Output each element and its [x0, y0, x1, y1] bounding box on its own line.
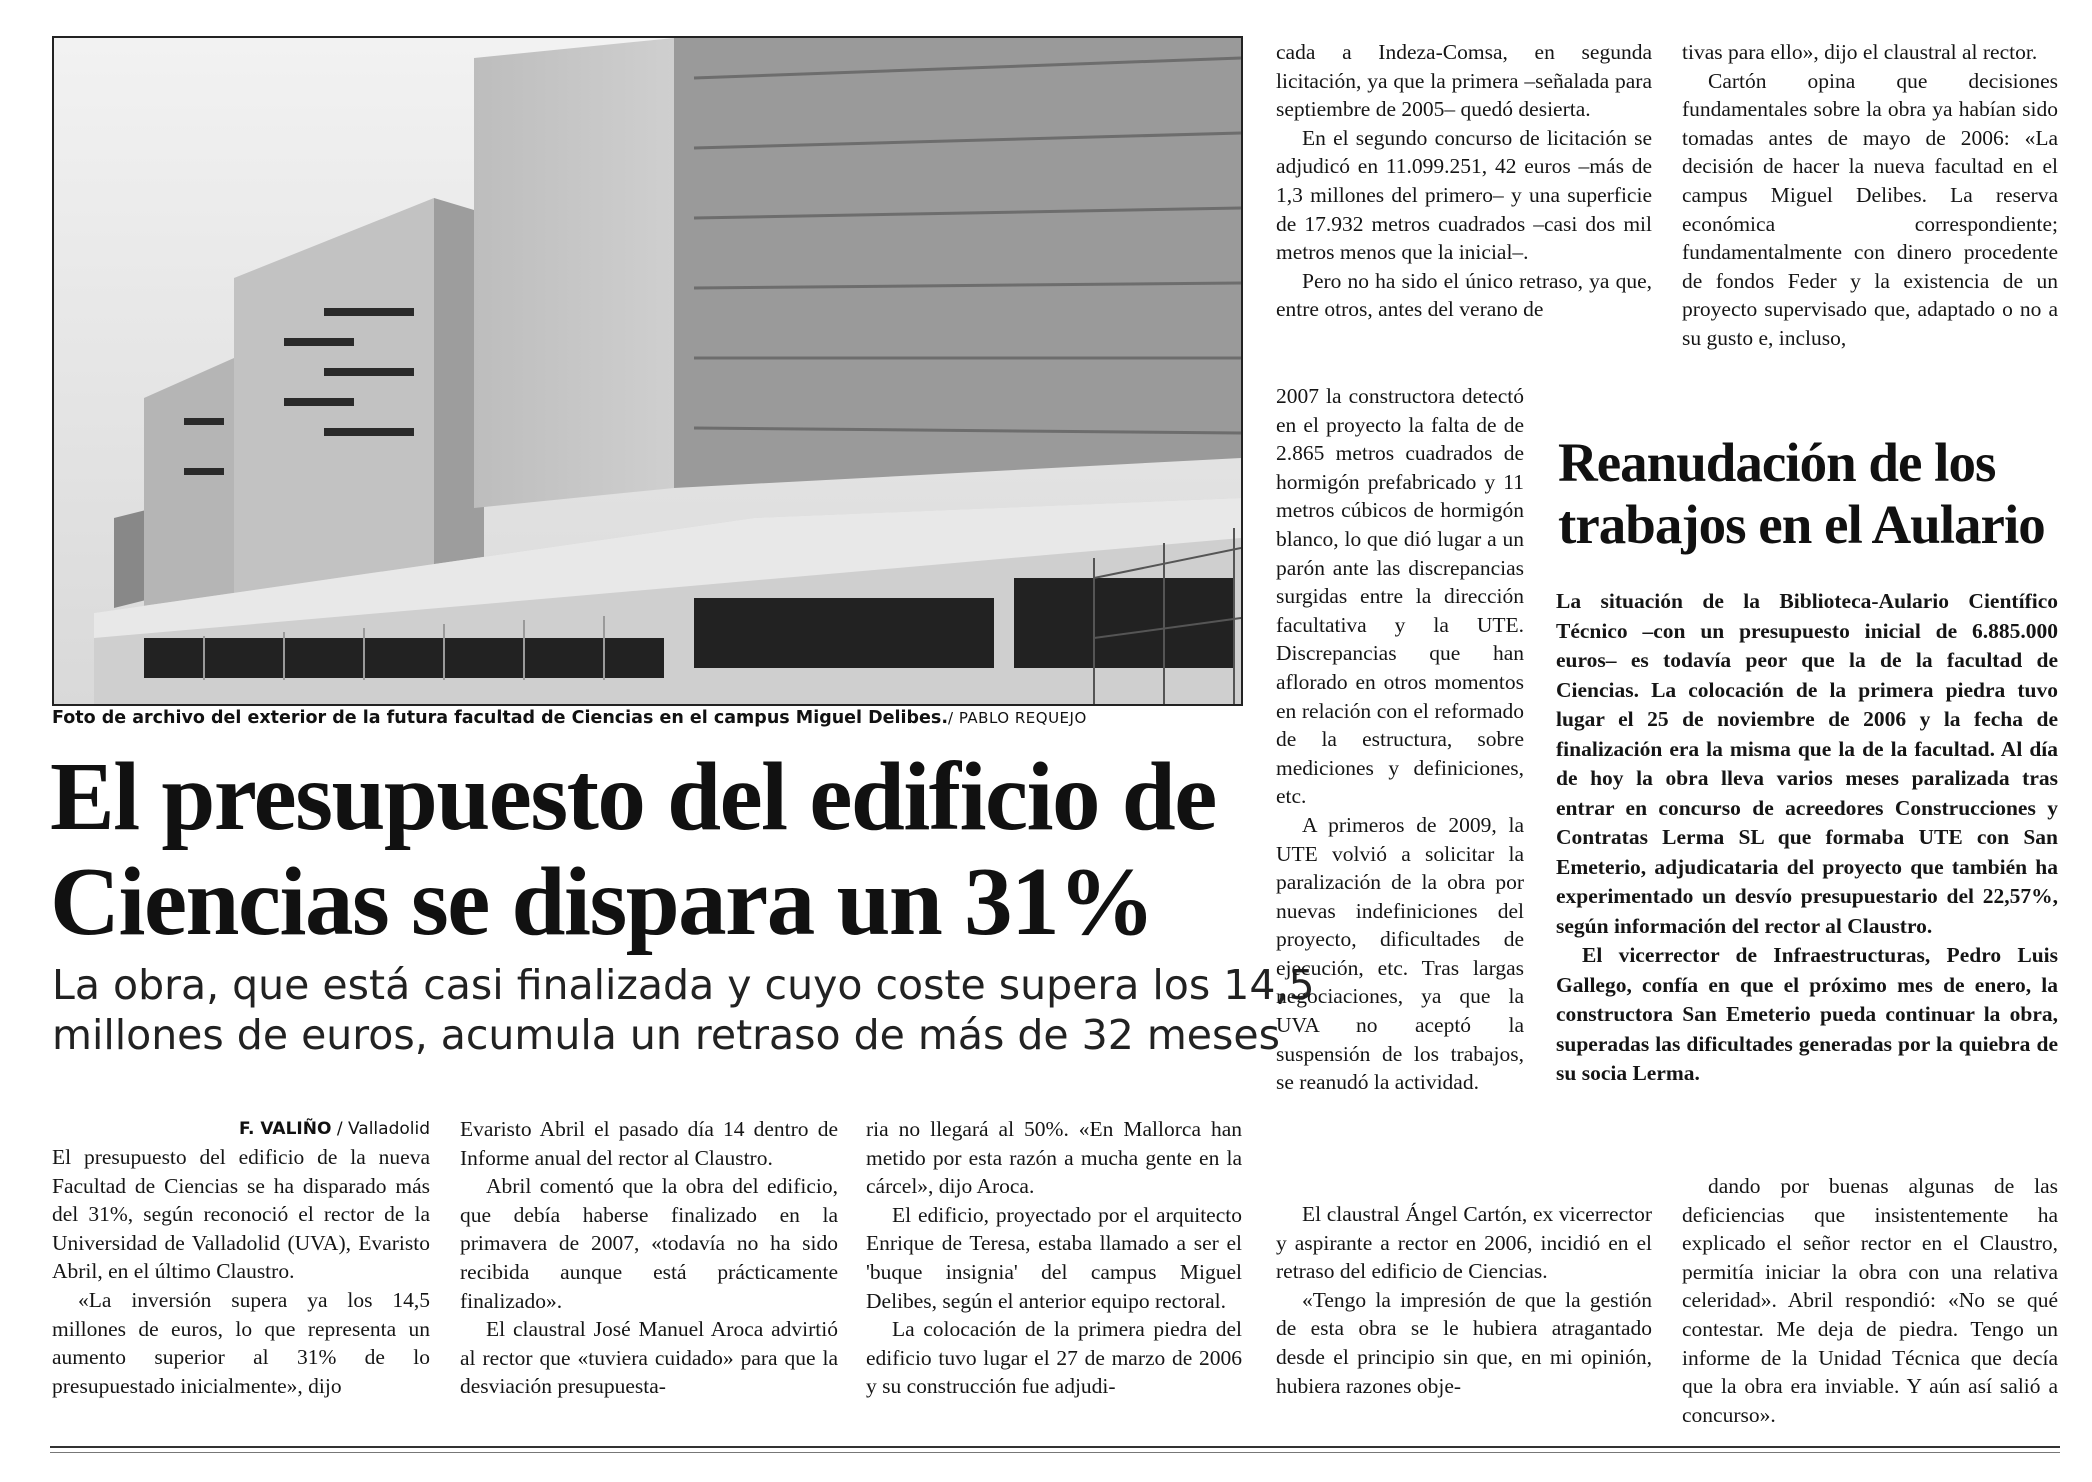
section-subtitle-line-2: trabajos en el Aulario: [1558, 494, 2045, 555]
paragraph: En el segundo concurso de licitación se adjudicó en 11.099.251, 42 euros –más de 1,3 millones del primero– y una superficie de 17.932 metros cuadrados –casi dos mil metros menos que la inicial–.: [1276, 125, 1652, 265]
body-column-5-top: [1682, 38, 2058, 353]
paragraph: Evaristo Abril el pasado día 14 dentro de Informe anual del rector al Claustro.: [460, 1117, 838, 1170]
paragraph: 2007 la constructora detectó en el proyecto la falta de de 2.865 metros cuadrados de hormigón prefabricado y 11 metros cúbicos de hormigón blanco, lo que dió lugar a un parón ante las discrepancias surgidas entre la dirección facultativa y la UTE. Discrepancias que han aflorado en otros momentos en relación con el reformado de la estructura, sobre mediciones y definiciones, etc.: [1276, 384, 1524, 809]
paragraph: cada a Indeza-Comsa, en segunda licitación, ya que la primera –señalada para septiembre de 2005– quedó desierta.: [1276, 40, 1652, 122]
page-bottom-rule: [50, 1446, 2060, 1448]
body-column-4-bottom: [1276, 1200, 1652, 1400]
photo-caption: [52, 708, 1232, 728]
paragraph: El vicerrector de Infraestructuras, Pedro Luis Gallego, confía en que el próximo mes de enero, la constructora San Emeterio pueda continuar la obra, superadas las dificultades generadas por la quiebra de su socia Lerma.: [1556, 943, 2058, 1085]
paragraph: «La inversión supera ya los 14,5 millones de euros, lo que representa un aumento superior al 31% de lo presupuestado inicialmente», dijo: [52, 1287, 430, 1398]
section-subtitle: [1558, 432, 2058, 556]
paragraph: El claustral José Manuel Aroca advirtió al rector que «tuviera cuidado» para que la desviación presupuesta-: [460, 1317, 838, 1399]
article-photo: [52, 36, 1243, 706]
body-column-2: [460, 1115, 838, 1401]
headline-line-1: El presupuesto del edificio de: [50, 743, 1216, 850]
headline-line-2: Ciencias se dispara un 31%: [50, 848, 1154, 955]
paragraph: A primeros de 2009, la UTE volvió a solicitar la paralización de la obra por nuevas indefiniciones del proyecto, dificultades de ejecución, etc. Tras largas negociaciones, ya que la UVA no aceptó la suspensión de los trabajos, se reanudó la actividad.: [1276, 812, 1524, 1095]
paragraph: ria no llegará al 50%. «En Mallorca han metido por esta razón a mucha gente en la cárcel», dijo Aroca.: [866, 1117, 1242, 1199]
body-column-4-top: [1276, 38, 1652, 324]
paragraph: El presupuesto del edificio de la nueva Facultad de Ciencias se ha disparado más del 31%, según reconoció el rector de la Universidad de Valladolid (UVA), Evaristo Abril, en el último Claustro.: [52, 1145, 430, 1284]
body-column-1: [52, 1115, 430, 1400]
paragraph: tivas para ello», dijo el claustral al rector.: [1682, 40, 2038, 64]
paragraph: La situación de la Biblioteca-Aulario Científico Técnico –con un presupuesto inicial de 6.885.000 euros– es todavía peor que la de la facultad de Ciencias. La colocación de la primera piedra tuvo lugar el 25 de noviembre de 2006 y la fecha de finalización era la misma que la de la facultad. Al día de hoy la obra lleva varios meses paralizada tras entrar en concurso de acreedores Construcciones y Contratas Lerma SL que formaba UTE con San Emeterio, adjudicataria del proyecto que también ha experimentado un desvío presupuestario del 22,57%, según información del rector al Claustro.: [1556, 589, 2058, 938]
paragraph: Pero no ha sido el único retraso, ya que, entre otros, antes del verano de: [1276, 268, 1652, 322]
building-photo-illustration: [54, 38, 1241, 704]
article-headline: [50, 744, 1245, 954]
subhead-line-2: millones de euros, acumula un retraso de más de 32 meses: [52, 1011, 1280, 1059]
paragraph: Abril comentó que la obra del edificio, que debía haberse finalizado en la primavera de 2007, «todavía no ha sido recibida aunque está prácticamente finalizado».: [460, 1174, 838, 1313]
byline-author: F. VALIÑO: [238, 1119, 332, 1139]
page-bottom-rule-thin: [50, 1452, 2060, 1453]
paragraph: «Tengo la impresión de que la gestión de esta obra se le hubiera atragantado desde el principio sin que, en mi opinión, hubiera razones obje-: [1276, 1287, 1652, 1398]
body-column-3: [866, 1115, 1242, 1401]
byline: [52, 1115, 430, 1143]
paragraph: El edificio, proyectado por el arquitecto Enrique de Teresa, estaba llamado a ser el 'buque insignia' del campus Miguel Delibes, según el anterior equipo rectoral.: [866, 1202, 1242, 1313]
body-column-5-bottom: [1682, 1172, 2058, 1429]
paragraph: La colocación de la primera piedra del edificio tuvo lugar el 27 de marzo de 2006 y su construcción fue adjudi-: [866, 1317, 1242, 1399]
photo-caption-text: Foto de archivo del exterior de la futura facultad de Ciencias en el campus Miguel Delibes.: [52, 708, 948, 728]
section-subtitle-line-1: Reanudación de los: [1558, 432, 1996, 493]
sidebar-box-text: [1556, 587, 2058, 1089]
paragraph: Cartón opina que decisiones fundamentales sobre la obra ya habían sido tomadas antes de mayo de 2006: «La decisión de hacer la nueva facultad en el campus Miguel Delibes. La reserva económica correspondiente; fundamentalmente con dinero procedente de fondos Feder y la existencia de un proyecto supervisado que, adaptado o no a su gusto e, incluso,: [1682, 68, 2058, 350]
paragraph: El claustral Ángel Cartón, ex vicerrector y aspirante a rector en 2006, incidió en el retraso del edificio de Ciencias.: [1276, 1202, 1652, 1284]
article-subheadline: [52, 960, 1315, 1060]
photo-credit: / PABLO REQUEJO: [948, 709, 1087, 727]
body-column-4-narrow: [1276, 382, 1524, 1097]
subhead-line-1: La obra, que está casi finalizada y cuyo coste supera los 14,5: [52, 961, 1315, 1009]
byline-place: / Valladolid: [336, 1119, 430, 1139]
paragraph: dando por buenas algunas de las deficiencias que insistentemente ha explicado el señor rector en el Claustro, permitía iniciar la obra con una relativa celeridad». Abril respondió: «No se qué contestar. Me deja de piedra. Tengo un informe de la Unidad Técnica que decía que la obra era inviable. Y aún así salió a concurso».: [1682, 1174, 2058, 1427]
